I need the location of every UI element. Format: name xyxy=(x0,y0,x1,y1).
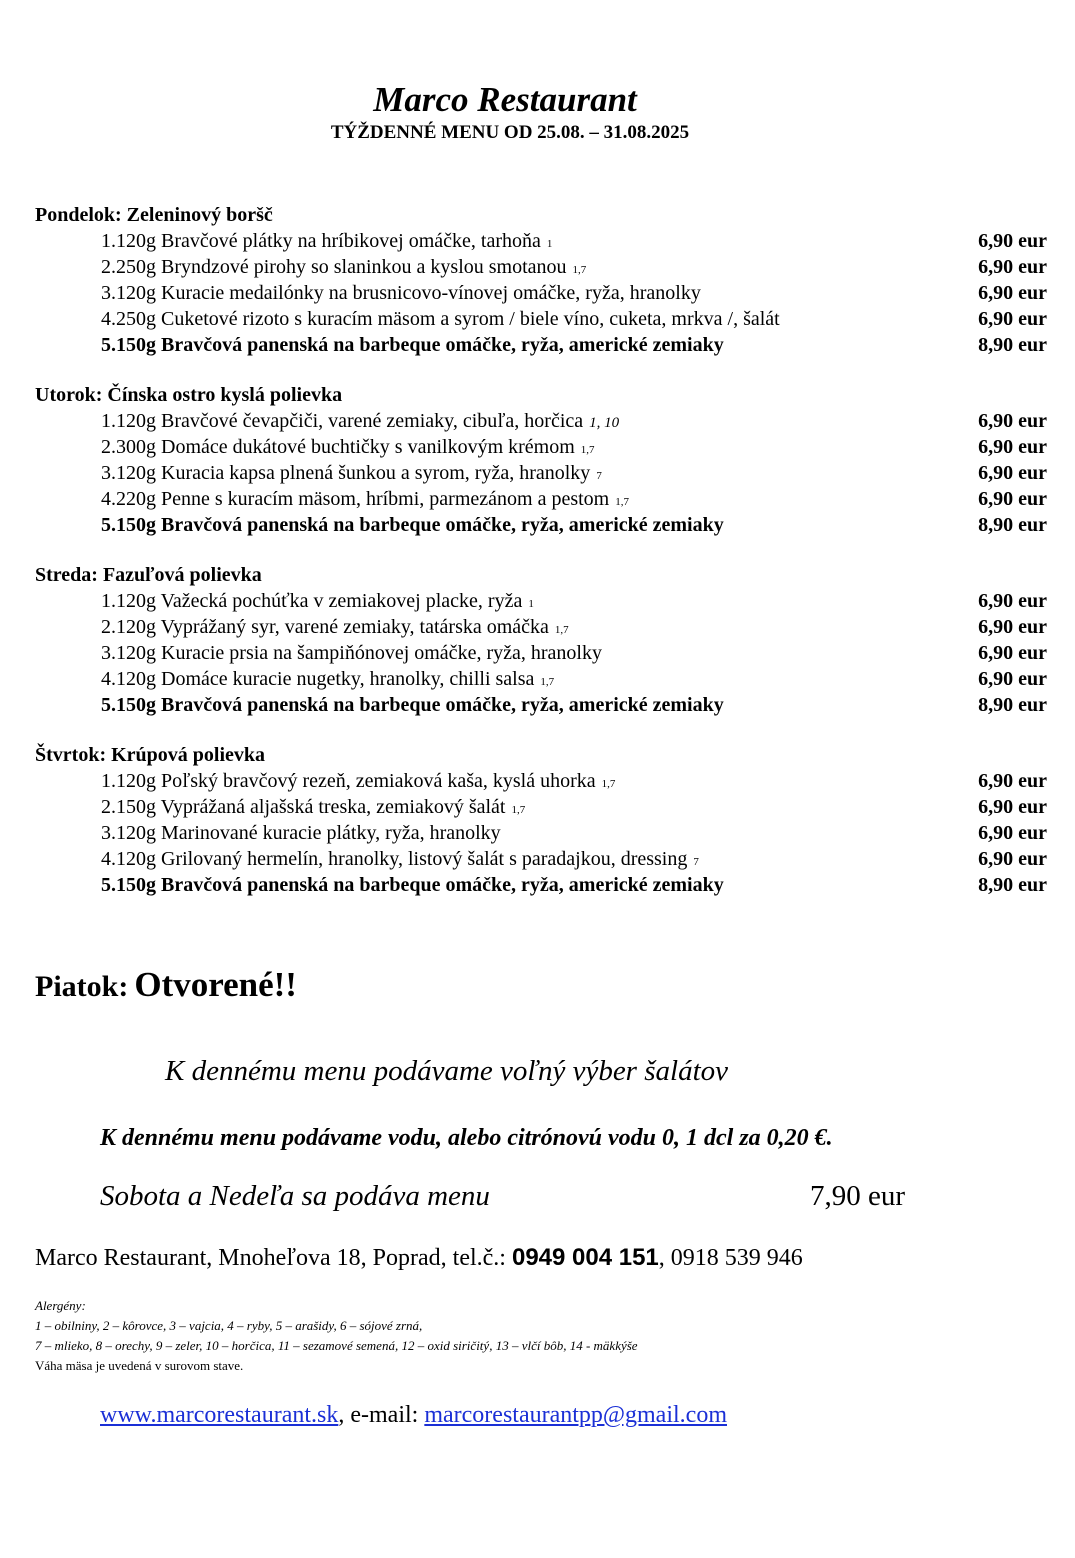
weekend-menu xyxy=(100,1180,905,1213)
day-heading: Streda: Fazuľová polievka xyxy=(35,564,262,586)
allergen-codes: 7 xyxy=(596,470,602,482)
phone-primary: 0949 004 151 xyxy=(511,1244,659,1271)
email-label: , e-mail: xyxy=(338,1402,425,1428)
menu-item xyxy=(35,846,1055,872)
allergen-codes: 1,7 xyxy=(511,804,526,816)
menu-item-price: 6,90 eur xyxy=(978,616,1047,638)
menu-item-price: 6,90 eur xyxy=(978,308,1047,330)
day-section xyxy=(35,202,1055,358)
menu-item-price: 6,90 eur xyxy=(978,848,1047,870)
allergen-codes: 1 xyxy=(546,238,553,250)
menu-item-text: 1.120g Poľský bravčový rezeň, zemiaková kaša, kyslá uhorka xyxy=(101,770,596,792)
allergen-codes: 1,7 xyxy=(615,496,629,508)
menu-item xyxy=(35,434,1055,460)
salad-note: K dennému menu podávame voľný výber šalátov xyxy=(165,1055,728,1087)
menu-item-text: 4.220g Penne s kuracím mäsom, hríbmi, parmezánom a pestom xyxy=(101,488,610,510)
menu-item-price: 6,90 eur xyxy=(978,796,1047,818)
allergen-line: 7 – mlieko, 8 – orechy, 9 – zeler, 10 – horčica, 11 – sezamové semená, 12 – oxid siričitý, 13 – vlčí bôb, 14 - mäkkýše xyxy=(35,1338,638,1353)
allergen-codes: 1,7 xyxy=(580,444,595,456)
menu-item xyxy=(35,332,1055,358)
weight-note: Váha mäsa je uvedená v surovom stave. xyxy=(35,1358,244,1373)
address xyxy=(35,1244,803,1272)
menu-item-price: 6,90 eur xyxy=(978,282,1047,304)
menu-item-text: 1.120g Važecká pochúťka v zemiakovej placke, ryža xyxy=(101,590,523,612)
menu-item xyxy=(35,614,1055,640)
friday-notice xyxy=(35,965,297,1005)
menu-item-price: 8,90 eur xyxy=(978,334,1047,356)
weekend-text: Sobota a Nedeľa sa podáva menu xyxy=(100,1180,490,1212)
menu-item-text: 3.120g Kuracie medailónky na brusnicovo-vínovej omáčke, ryža, hranolky xyxy=(101,282,701,304)
menu-item-price: 6,90 eur xyxy=(978,256,1047,278)
menu-item xyxy=(35,588,1055,614)
website-link[interactable]: www.marcorestaurant.sk xyxy=(100,1402,339,1428)
day-section xyxy=(35,742,1055,898)
menu-item xyxy=(35,254,1055,280)
menu-item-text: 2.300g Domáce dukátové buchtičky s vanilkovým krémom xyxy=(101,436,575,458)
page-title: Marco Restaurant xyxy=(373,80,637,119)
menu-item xyxy=(35,640,1055,666)
menu-item xyxy=(35,794,1055,820)
menu-item xyxy=(35,872,1055,898)
contact-links xyxy=(100,1402,727,1429)
menu-item-text: 4.120g Domáce kuracie nugetky, hranolky, chilli salsa xyxy=(101,668,535,690)
menu-item-text: 4.250g Cuketové rizoto s kuracím mäsom a syrom / biele víno, cuketa, mrkva /, šalát xyxy=(101,308,780,330)
menu-item-price: 6,90 eur xyxy=(978,822,1047,844)
menu-item xyxy=(35,666,1055,692)
menu-item xyxy=(35,408,1055,434)
menu-item xyxy=(35,306,1055,332)
menu-item-price: 6,90 eur xyxy=(978,642,1047,664)
menu-item-text: 3.120g Kuracie prsia na šampiňónovej omáčke, ryža, hranolky xyxy=(101,642,602,664)
address-text: Marco Restaurant, Mnoheľova 18, Poprad, tel.č.: xyxy=(35,1245,512,1271)
menu-item-text: 5.150g Bravčová panenská na barbeque omáčke, ryža, americké zemiaky xyxy=(101,694,724,716)
email-link[interactable]: marcorestaurantpp@gmail.com xyxy=(424,1402,727,1428)
allergen-line: 1 – obilniny, 2 – kôrovce, 3 – vajcia, 4 – ryby, 5 – arašidy, 6 – sójové zrná, xyxy=(35,1318,423,1333)
menu-item xyxy=(35,820,1055,846)
menu-item-price: 8,90 eur xyxy=(978,514,1047,536)
menu-item-text: 1.120g Bravčové plátky na hríbikovej omáčke, tarhoňa xyxy=(101,230,541,252)
menu-item-price: 8,90 eur xyxy=(978,874,1047,896)
allergen-codes: 7 xyxy=(693,856,699,868)
menu-item-text: 1.120g Bravčové čevapčiči, varené zemiaky, cibuľa, horčica xyxy=(101,410,584,432)
allergen-codes: 1, 10 xyxy=(589,415,620,431)
menu-item-price: 6,90 eur xyxy=(978,462,1047,484)
menu-item-text: 4.120g Grilovaný hermelín, hranolky, listový šalát s paradajkou, dressing xyxy=(101,848,688,870)
water-note: K dennému menu podávame vodu, alebo citrónovú vodu 0, 1 dcl za 0,20 €. xyxy=(100,1125,833,1151)
menu-item-text: 5.150g Bravčová panenská na barbeque omáčke, ryža, americké zemiaky xyxy=(101,514,724,536)
menu-item-price: 6,90 eur xyxy=(978,410,1047,432)
day-heading: Pondelok: Zeleninový boršč xyxy=(35,204,273,226)
menu-date-range: TÝŽDENNÉ MENU OD 25.08. – 31.08.2025 xyxy=(330,122,690,143)
day-section xyxy=(35,562,1055,718)
menu-item-text: 2.250g Bryndzové pirohy so slaninkou a kyslou smotanou xyxy=(101,256,567,278)
menu-item xyxy=(35,460,1055,486)
allergen-codes: 1,7 xyxy=(601,778,616,790)
weekend-price: 7,90 eur xyxy=(809,1180,905,1212)
menu-item xyxy=(35,692,1055,718)
allergen-legend xyxy=(35,1296,638,1376)
day-heading: Utorok: Čínska ostro kyslá polievka xyxy=(35,384,343,406)
menu-item xyxy=(35,512,1055,538)
menu-item-text: 3.120g Kuracia kapsa plnená šunkou a syrom, ryža, hranolky xyxy=(101,462,591,484)
menu-item-price: 6,90 eur xyxy=(978,488,1047,510)
menu-item-text: 5.150g Bravčová panenská na barbeque omáčke, ryža, americké zemiaky xyxy=(101,874,724,896)
phone-secondary: , 0918 539 946 xyxy=(658,1245,803,1271)
allergen-title: Alergény: xyxy=(35,1298,86,1313)
friday-value: Otvorené!! xyxy=(134,965,297,1004)
menu-item xyxy=(35,486,1055,512)
allergen-codes: 1 xyxy=(528,598,534,610)
menu-item xyxy=(35,228,1055,254)
menu-item-price: 6,90 eur xyxy=(978,770,1047,792)
menu-item-price: 6,90 eur xyxy=(978,668,1047,690)
friday-label: Piatok: xyxy=(35,970,129,1003)
menu-item-price: 8,90 eur xyxy=(978,694,1047,716)
menu-item-price: 6,90 eur xyxy=(978,590,1047,612)
menu-item-text: 2.150g Vyprážaná aljašská treska, zemiakový šalát xyxy=(101,796,506,818)
menu-item xyxy=(35,280,1055,306)
menu-item xyxy=(35,768,1055,794)
allergen-codes: 1,7 xyxy=(554,624,569,636)
allergen-codes: 1,7 xyxy=(540,676,555,688)
day-heading: Štvrtok: Krúpová polievka xyxy=(35,744,266,766)
day-section xyxy=(35,382,1055,538)
menu-item-text: 5.150g Bravčová panenská na barbeque omáčke, ryža, americké zemiaky xyxy=(101,334,724,356)
allergen-codes: 1,7 xyxy=(572,264,587,276)
menu-item-text: 3.120g Marinované kuracie plátky, ryža, hranolky xyxy=(101,822,501,844)
menu-item-text: 2.120g Vyprážaný syr, varené zemiaky, tatárska omáčka xyxy=(101,616,549,638)
menu-item-price: 6,90 eur xyxy=(978,436,1047,458)
menu-item-price: 6,90 eur xyxy=(978,230,1047,252)
